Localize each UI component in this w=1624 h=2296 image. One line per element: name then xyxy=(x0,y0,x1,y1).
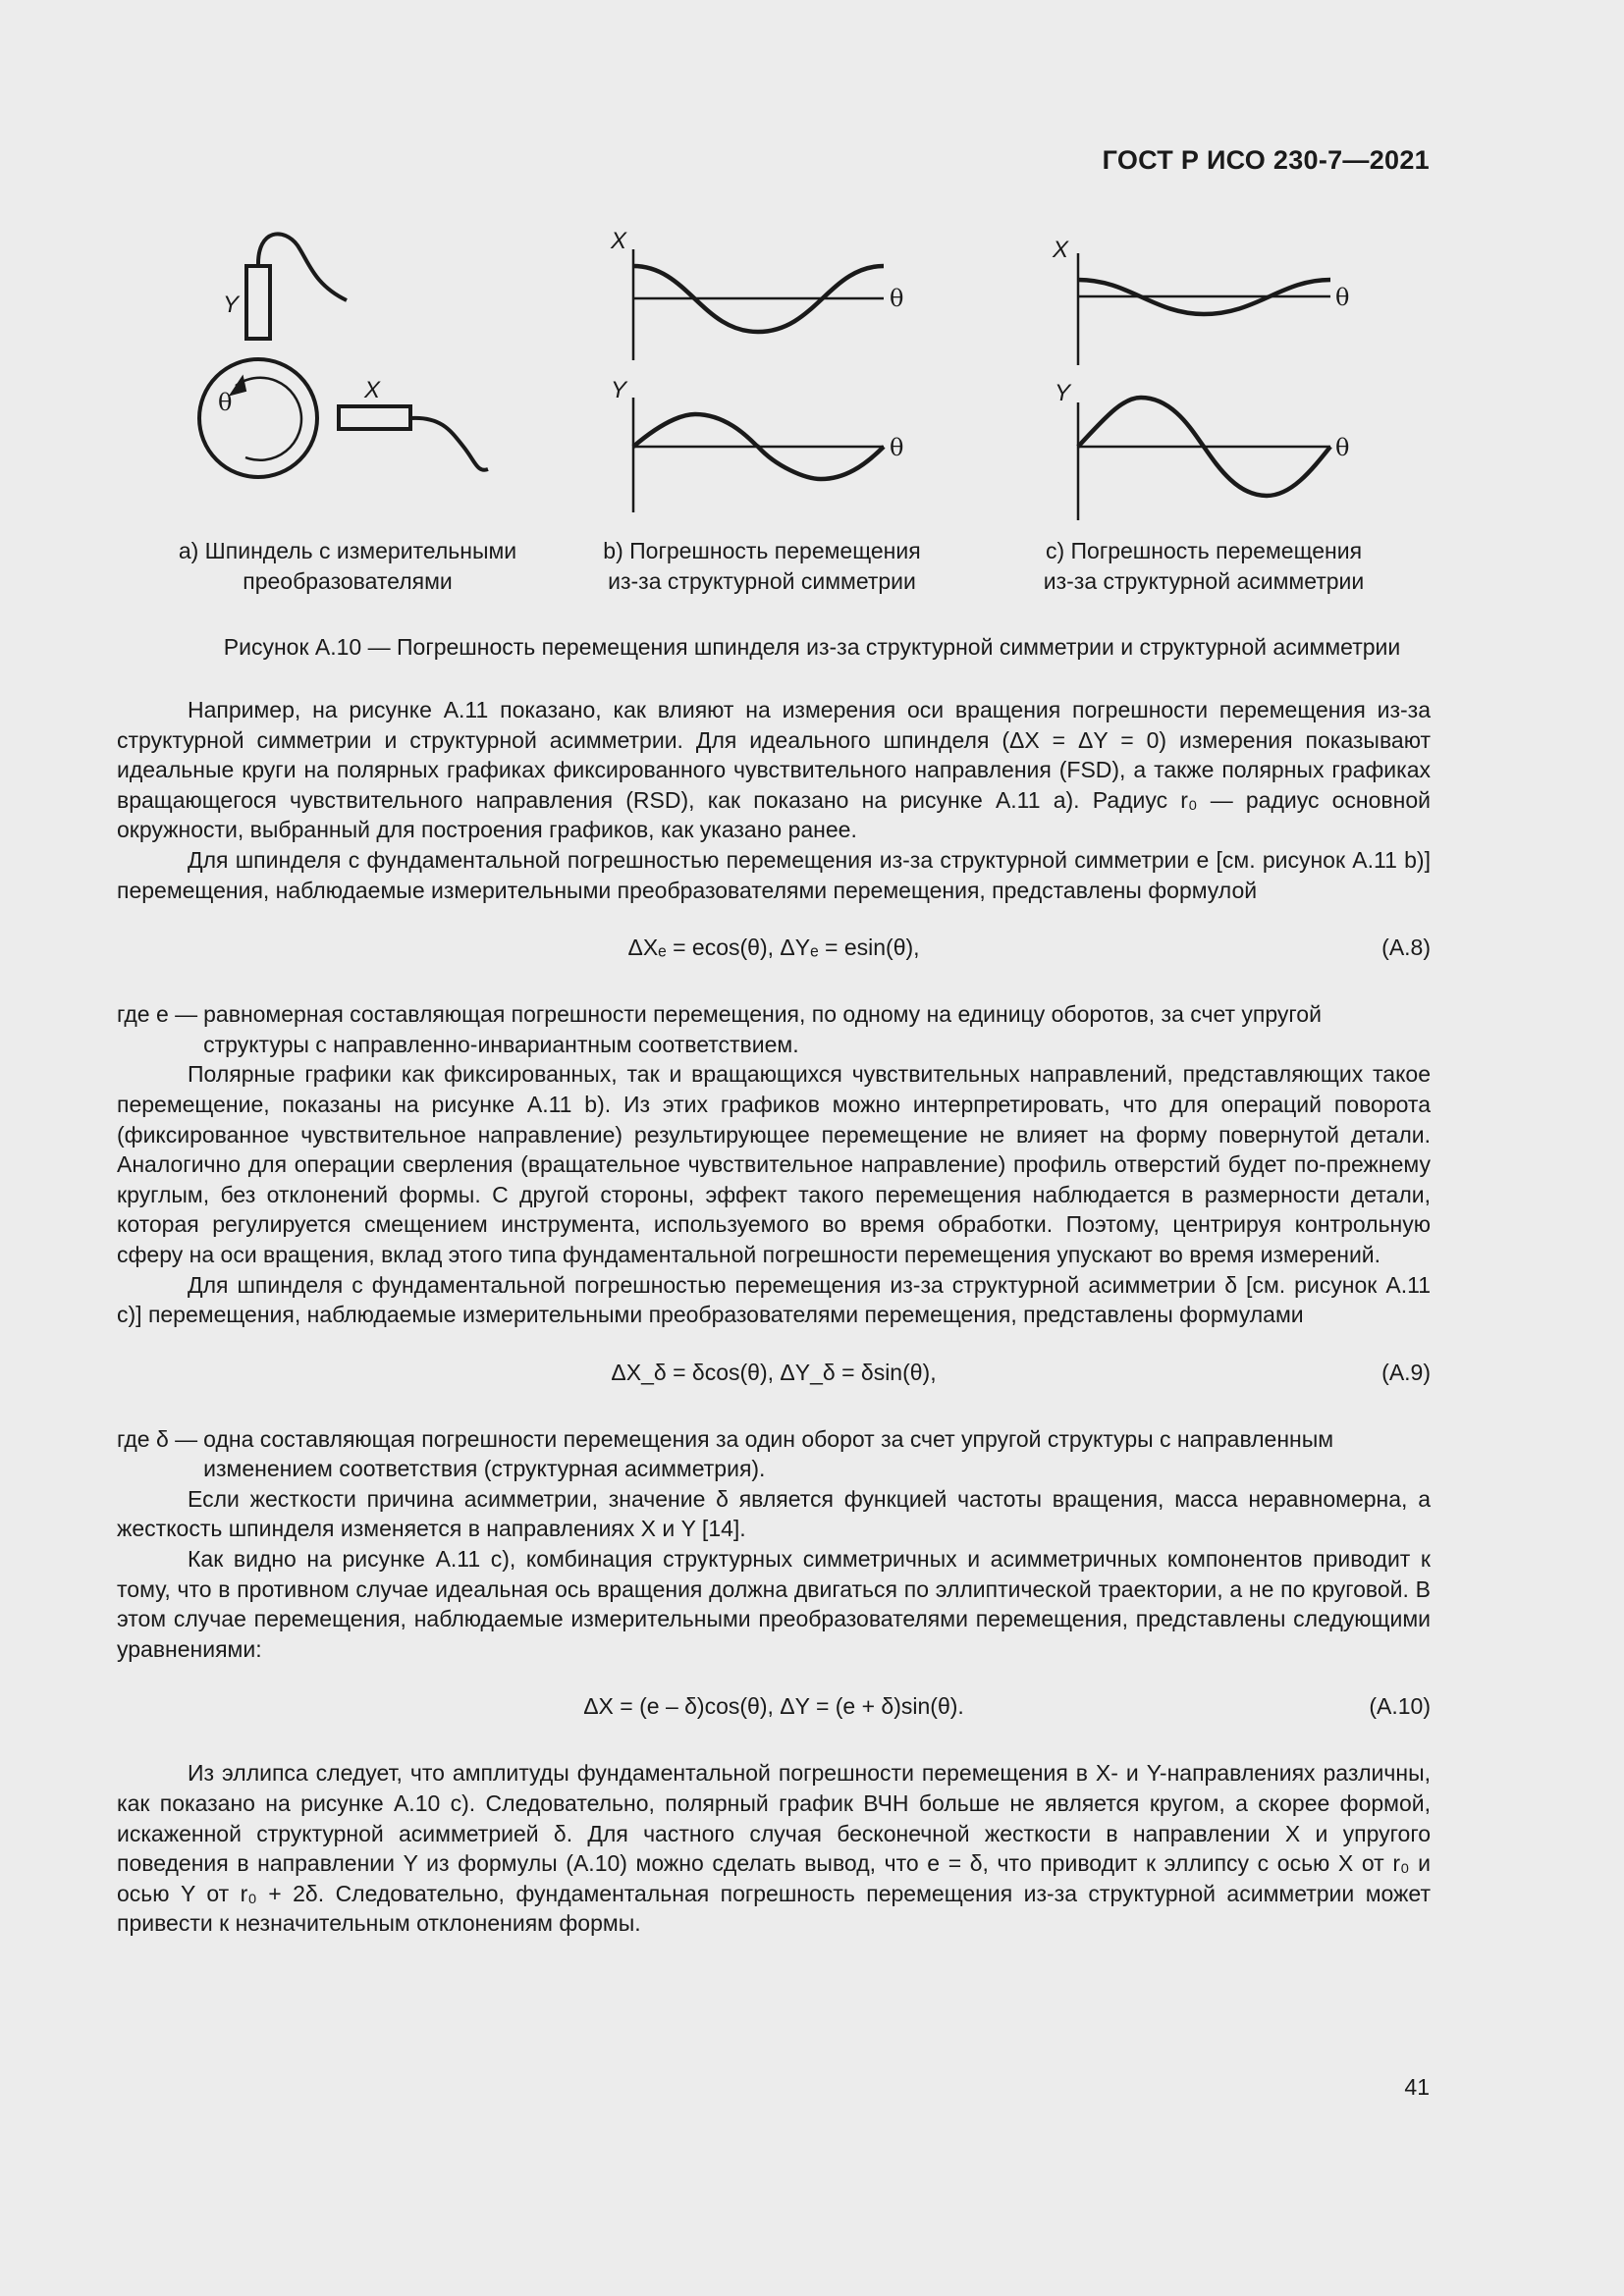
where-e-term: где e — xyxy=(117,1001,198,1028)
panel-c-top-theta: θ xyxy=(1335,284,1350,311)
paragraph-2: Для шпинделя с фундаментальной погрешностью перемещения из-за структурной симметрии e [см. рисунок А.11 b)] перемещения, наблюдаемые измерительными преобразователями перемещения, представлены формулой xyxy=(117,846,1431,903)
panel-a-label xyxy=(151,536,544,597)
panel-c-top-axis-label: X xyxy=(1053,237,1069,263)
where-e-def-line1: равномерная составляющая погрешности перемещения, по одному на единицу оборотов, за счет упругой xyxy=(203,1001,1322,1028)
formula-a10-number: (А.10) xyxy=(1369,1693,1431,1720)
panel-b-top-theta: θ xyxy=(890,285,904,312)
document-id: ГОСТ Р ИСО 230-7—2021 xyxy=(1102,145,1430,175)
rotation-arrowhead xyxy=(231,377,245,395)
panel-b-label-line1: b) Погрешность перемещения xyxy=(603,538,921,563)
panel-b-bottom-axis-label: Y xyxy=(611,377,627,403)
where-delta-term: где δ — xyxy=(117,1425,198,1452)
panel-a-theta-label: θ xyxy=(218,389,233,416)
panel-b-label xyxy=(566,536,958,597)
panel-b-label-line2: из-за структурной симметрии xyxy=(608,568,916,594)
paragraph-3: Полярные графики как фиксированных, так и вращающихся чувствительных направлений, представляющих такое перемещение, показаны на рисунке А.11 b). Из этих графиков можно интерпретировать, что для операций поворота (фиксированное чувствительное направление) результирующее перемещение не влияет на форму повернутой детали. Аналогично для операции сверления (вращательное чувствительное направление) профиль отверстий будет по-прежнему круглым, без отклонений формы. С другой стороны, эффект такого перемещения наблюдается в размерности детали, которая регулируется смещением инструмента, используемого во время обработки. Поэтому, центрируя контрольную сферу на оси вращения, вклад этого типа фундаментальной погрешности перемещения упускают во время измерений. xyxy=(117,1061,1431,1267)
panel-c-label xyxy=(1007,536,1400,597)
formula-a8-expression: ΔXₑ = ecos(θ), ΔYₑ = esin(θ), xyxy=(627,934,920,961)
where-delta-def-line2: изменением соответствия (структурная асимметрия). xyxy=(203,1456,766,1482)
panel-c-label-line2: из-за структурной асимметрии xyxy=(1043,568,1365,594)
body-text xyxy=(117,695,1431,1939)
panel-b-top-axis-label: X xyxy=(611,228,627,254)
x-transducer xyxy=(339,406,410,429)
figure-caption: Рисунок А.10 — Погрешность перемещения шпинделя из-за структурной симметрии и структурной асимметрии xyxy=(223,634,1401,660)
paragraph-1: Например, на рисунке А.11 показано, как влияют на измерения оси вращения погрешности перемещения из-за структурной симметрии и структурной асимметрии. Для идеального шпинделя (ΔX = ΔY = 0) измерения показывают идеальные круги на полярных графиках фиксированного чувствительного направления (FSD), а также полярных графиках вращающегося чувствительного направления (RSD), как показано на рисунке А.11 a). Радиус r₀ — радиус основной окружности, выбранный для построения графиков, как указано ранее. xyxy=(117,697,1431,843)
panel-a-x-label: X xyxy=(364,377,381,403)
page-number: 41 xyxy=(1404,2074,1430,2100)
paragraph-5: Если жесткости причина асимметрии, значение δ является функцией частоты вращения, масса неравномерна, а жесткость шпинделя изменяется в направлениях X и Y [14]. xyxy=(117,1485,1431,1542)
panel-c-bottom-theta: θ xyxy=(1335,434,1350,461)
paragraph-4: Для шпинделя с фундаментальной погрешностью перемещения из-за структурной асимметрии δ [см. рисунок А.11 c)] перемещения, наблюдаемые измерительными преобразователями перемещения, представлены формулами xyxy=(117,1271,1431,1328)
where-e-definition xyxy=(117,999,1431,1059)
formula-a9-number: (А.9) xyxy=(1381,1359,1431,1385)
panel-a-label-line1: a) Шпиндель с измерительными xyxy=(178,538,517,563)
formula-a8-number: (А.8) xyxy=(1381,934,1431,961)
formula-a9-expression: ΔX_δ = δcos(θ), ΔY_δ = δsin(θ), xyxy=(611,1359,937,1385)
paragraph-6: Как видно на рисунке А.11 c), комбинация структурных симметричных и асимметричных компонентов приводит к тому, что в противном случае идеальная ось вращения должна двигаться по эллиптической траектории, а не по круговой. В этом случае перемещения, наблюдаемые измерительными преобразователями перемещения, представлены следующими уравнениями: xyxy=(117,1546,1431,1662)
formula-a8 xyxy=(117,905,1431,999)
panel-a-y-label: Y xyxy=(223,292,240,318)
paragraph-7: Из эллипса следует, что амплитуды фундаментальной погрешности перемещения в X- и Y-направлениях различны, как показано на рисунке А.10 c). Следовательно, полярный график ВЧН больше не является кругом, а скорее формой, искаженной структурной асимметрией δ. Для частного случая бесконечной жесткости в направлении X и упругого поведения в направлении Y из формулы (А.10) можно сделать вывод, что e = δ, что приводит к эллипсу с осью X от r₀ и осью Y от r₀ + 2δ. Следовательно, фундаментальная погрешность перемещения из-за структурной асимметрии может привести к незначительным отклонениям формы. xyxy=(117,1760,1431,1937)
figure-a10-drawings xyxy=(0,0,1624,550)
y-transducer xyxy=(246,266,270,339)
panel-c-label-line1: c) Погрешность перемещения xyxy=(1045,538,1363,563)
panel-b-bottom-theta: θ xyxy=(890,434,904,461)
panel-c-bottom-axis-label: Y xyxy=(1055,380,1071,406)
formula-a10-expression: ΔX = (e – δ)cos(θ), ΔY = (e + δ)sin(θ). xyxy=(583,1693,964,1720)
formula-a9 xyxy=(117,1330,1431,1424)
panel-b-graphs xyxy=(633,249,884,512)
where-e-def-line2: структуры с направленно-инвариантным соответствием. xyxy=(203,1031,799,1057)
where-delta-def-line1: одна составляющая погрешности перемещения за один оборот за счет упругой структуры с направленным xyxy=(203,1425,1334,1452)
panel-a-spindle-diagram xyxy=(199,234,488,477)
x-transducer-cable xyxy=(410,418,488,470)
panel-a-label-line2: преобразователями xyxy=(243,568,453,594)
panel-c-graphs xyxy=(1078,253,1330,520)
where-delta-definition xyxy=(117,1424,1431,1484)
formula-a10 xyxy=(117,1664,1431,1758)
